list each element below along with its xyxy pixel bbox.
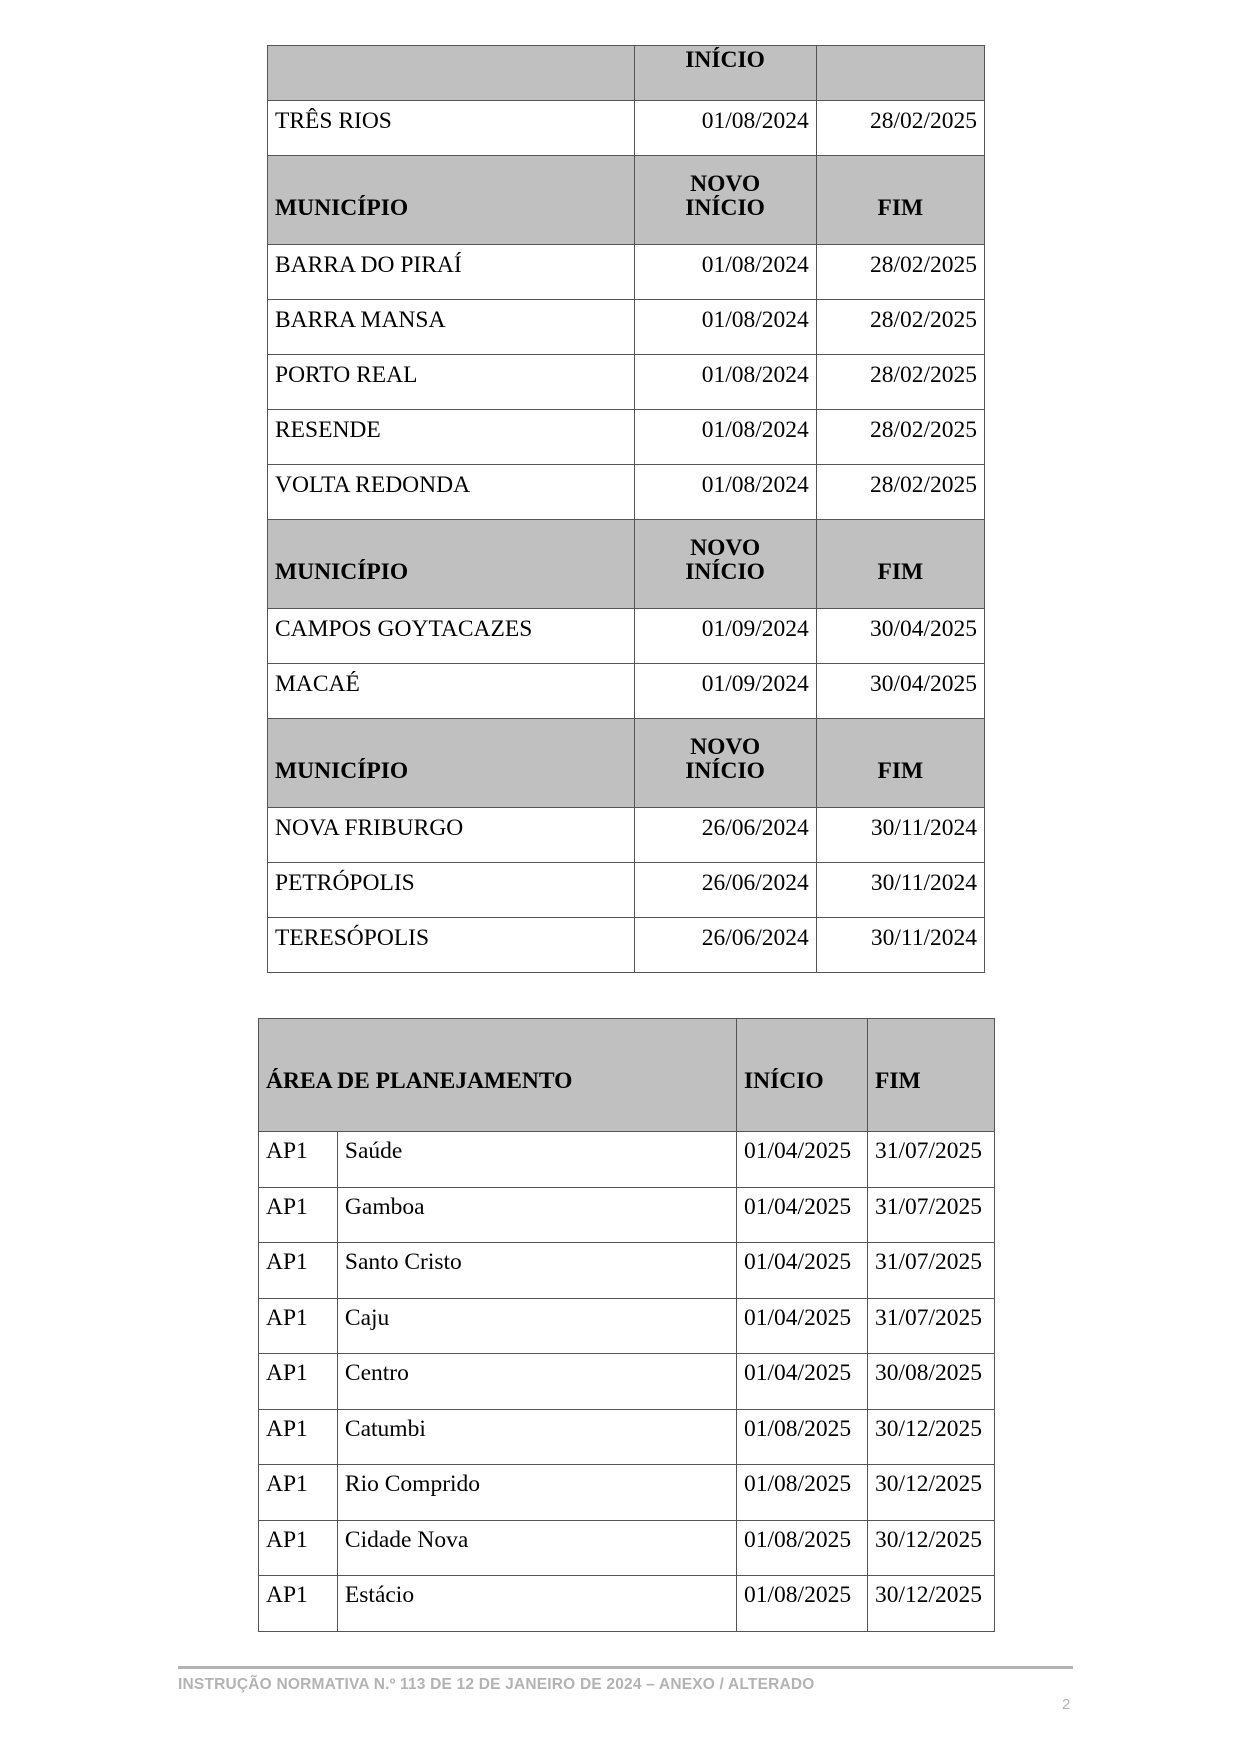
inicio-cell: 01/08/2024 <box>634 101 816 156</box>
header-novo: NOVO <box>690 171 761 197</box>
ap-cell: AP1 <box>259 1298 338 1354</box>
ap-cell: AP1 <box>259 1520 338 1576</box>
header-cell-fim: FIM <box>816 520 984 609</box>
municipio-cell: CAMPOS GOYTACAZES <box>268 609 635 664</box>
municipio-cell: MACAÉ <box>268 664 635 719</box>
header-cell-municipio: MUNICÍPIO <box>268 520 635 609</box>
table-header-row <box>259 1019 995 1132</box>
municipio-cell: RESENDE <box>268 410 635 465</box>
inicio-cell: 01/04/2025 <box>737 1187 868 1243</box>
bairro-cell: Gamboa <box>337 1187 736 1243</box>
table-row <box>268 609 985 664</box>
inicio-cell: 01/08/2024 <box>634 245 816 300</box>
fim-cell: 31/07/2025 <box>867 1132 994 1188</box>
municipio-cell: TERESÓPOLIS <box>268 918 635 973</box>
table-row <box>268 410 985 465</box>
fim-cell: 28/02/2025 <box>816 245 984 300</box>
inicio-cell: 01/08/2024 <box>634 355 816 410</box>
header-cell-municipio: MUNICÍPIO <box>268 156 635 245</box>
header-inicio: INÍCIO <box>685 194 765 221</box>
table-row <box>259 1576 995 1632</box>
table-row <box>259 1354 995 1410</box>
municipio-table-body <box>268 46 985 973</box>
area-table-body <box>259 1019 995 1632</box>
table-row <box>268 101 985 156</box>
bairro-cell: Estácio <box>337 1576 736 1632</box>
header-cell-fim: FIM <box>867 1019 994 1132</box>
header-cell-area: ÁREA DE PLANEJAMENTO <box>259 1019 737 1132</box>
municipio-cell: PETRÓPOLIS <box>268 863 635 918</box>
table-row <box>268 300 985 355</box>
fim-cell: 30/11/2024 <box>816 808 984 863</box>
ap-cell: AP1 <box>259 1132 338 1188</box>
inicio-cell: 01/09/2024 <box>634 664 816 719</box>
bairro-cell: Centro <box>337 1354 736 1410</box>
bairro-cell: Saúde <box>337 1132 736 1188</box>
inicio-cell: 26/06/2024 <box>634 918 816 973</box>
fim-cell: 31/07/2025 <box>867 1243 994 1299</box>
inicio-cell: 01/04/2025 <box>737 1243 868 1299</box>
fim-cell: 31/07/2025 <box>867 1298 994 1354</box>
ap-cell: AP1 <box>259 1576 338 1632</box>
bairro-cell: Rio Comprido <box>337 1465 736 1521</box>
table-row <box>268 245 985 300</box>
table-header-row <box>268 520 985 609</box>
fim-cell: 28/02/2025 <box>816 101 984 156</box>
header-cell-empty <box>268 46 635 101</box>
bairro-cell: Catumbi <box>337 1409 736 1465</box>
inicio-cell: 01/08/2025 <box>737 1465 868 1521</box>
header-inicio: INÍCIO <box>685 757 765 784</box>
table-row <box>268 664 985 719</box>
inicio-cell: 01/08/2025 <box>737 1409 868 1465</box>
inicio-cell: 01/08/2024 <box>634 410 816 465</box>
table-row <box>268 465 985 520</box>
ap-cell: AP1 <box>259 1354 338 1410</box>
inicio-cell: 01/08/2024 <box>634 465 816 520</box>
municipio-cell: BARRA MANSA <box>268 300 635 355</box>
table-header-row <box>268 46 985 101</box>
inicio-cell: 01/04/2025 <box>737 1354 868 1410</box>
table-row <box>259 1132 995 1188</box>
inicio-cell: 26/06/2024 <box>634 863 816 918</box>
bairro-cell: Caju <box>337 1298 736 1354</box>
header-cell-inicio: INÍCIO <box>634 46 816 101</box>
inicio-cell: 01/09/2024 <box>634 609 816 664</box>
inicio-cell: 01/08/2024 <box>634 300 816 355</box>
table-row <box>259 1187 995 1243</box>
inicio-cell: 01/04/2025 <box>737 1298 868 1354</box>
header-cell-novo-inicio <box>634 156 816 245</box>
header-inicio: INÍCIO <box>685 558 765 585</box>
ap-cell: AP1 <box>259 1243 338 1299</box>
header-cell-municipio: MUNICÍPIO <box>268 719 635 808</box>
header-cell-fim: FIM <box>816 156 984 245</box>
fim-cell: 31/07/2025 <box>867 1187 994 1243</box>
municipio-cell: VOLTA REDONDA <box>268 465 635 520</box>
header-novo: NOVO <box>690 535 761 561</box>
table-row <box>259 1298 995 1354</box>
municipio-cell: PORTO REAL <box>268 355 635 410</box>
fim-cell: 28/02/2025 <box>816 355 984 410</box>
municipio-cell: TRÊS RIOS <box>268 101 635 156</box>
fim-cell: 28/02/2025 <box>816 410 984 465</box>
header-cell-novo-inicio <box>634 719 816 808</box>
table-row <box>268 918 985 973</box>
municipio-cell: NOVA FRIBURGO <box>268 808 635 863</box>
table-header-row <box>268 719 985 808</box>
table-header-row <box>268 156 985 245</box>
header-cell-empty <box>816 46 984 101</box>
ap-cell: AP1 <box>259 1409 338 1465</box>
table-row <box>268 355 985 410</box>
inicio-cell: 01/08/2025 <box>737 1520 868 1576</box>
inicio-cell: 26/06/2024 <box>634 808 816 863</box>
fim-cell: 30/04/2025 <box>816 664 984 719</box>
fim-cell: 30/12/2025 <box>867 1465 994 1521</box>
municipio-schedule-table <box>267 45 985 973</box>
inicio-cell: 01/04/2025 <box>737 1132 868 1188</box>
table-row <box>268 863 985 918</box>
table-row <box>259 1409 995 1465</box>
municipio-cell: BARRA DO PIRAÍ <box>268 245 635 300</box>
fim-cell: 30/11/2024 <box>816 863 984 918</box>
area-planejamento-table <box>258 1018 995 1632</box>
fim-cell: 28/02/2025 <box>816 465 984 520</box>
fim-cell: 30/12/2025 <box>867 1409 994 1465</box>
fim-cell: 30/11/2024 <box>816 918 984 973</box>
ap-cell: AP1 <box>259 1465 338 1521</box>
table-row <box>268 808 985 863</box>
bairro-cell: Cidade Nova <box>337 1520 736 1576</box>
fim-cell: 30/04/2025 <box>816 609 984 664</box>
fim-cell: 30/12/2025 <box>867 1576 994 1632</box>
header-novo: NOVO <box>690 734 761 760</box>
bairro-cell: Santo Cristo <box>337 1243 736 1299</box>
table-row <box>259 1243 995 1299</box>
ap-cell: AP1 <box>259 1187 338 1243</box>
footer-divider <box>178 1666 1073 1669</box>
fim-cell: 28/02/2025 <box>816 300 984 355</box>
table-row <box>259 1465 995 1521</box>
page-number: 2 <box>1062 1696 1071 1713</box>
header-cell-inicio: INÍCIO <box>737 1019 868 1132</box>
header-cell-novo-inicio <box>634 520 816 609</box>
inicio-cell: 01/08/2025 <box>737 1576 868 1632</box>
footer-title: INSTRUÇÃO NORMATIVA N.º 113 DE 12 DE JANEIRO DE 2024 – ANEXO / ALTERADO <box>178 1676 815 1693</box>
table-row <box>259 1520 995 1576</box>
header-cell-fim: FIM <box>816 719 984 808</box>
fim-cell: 30/08/2025 <box>867 1354 994 1410</box>
fim-cell: 30/12/2025 <box>867 1520 994 1576</box>
